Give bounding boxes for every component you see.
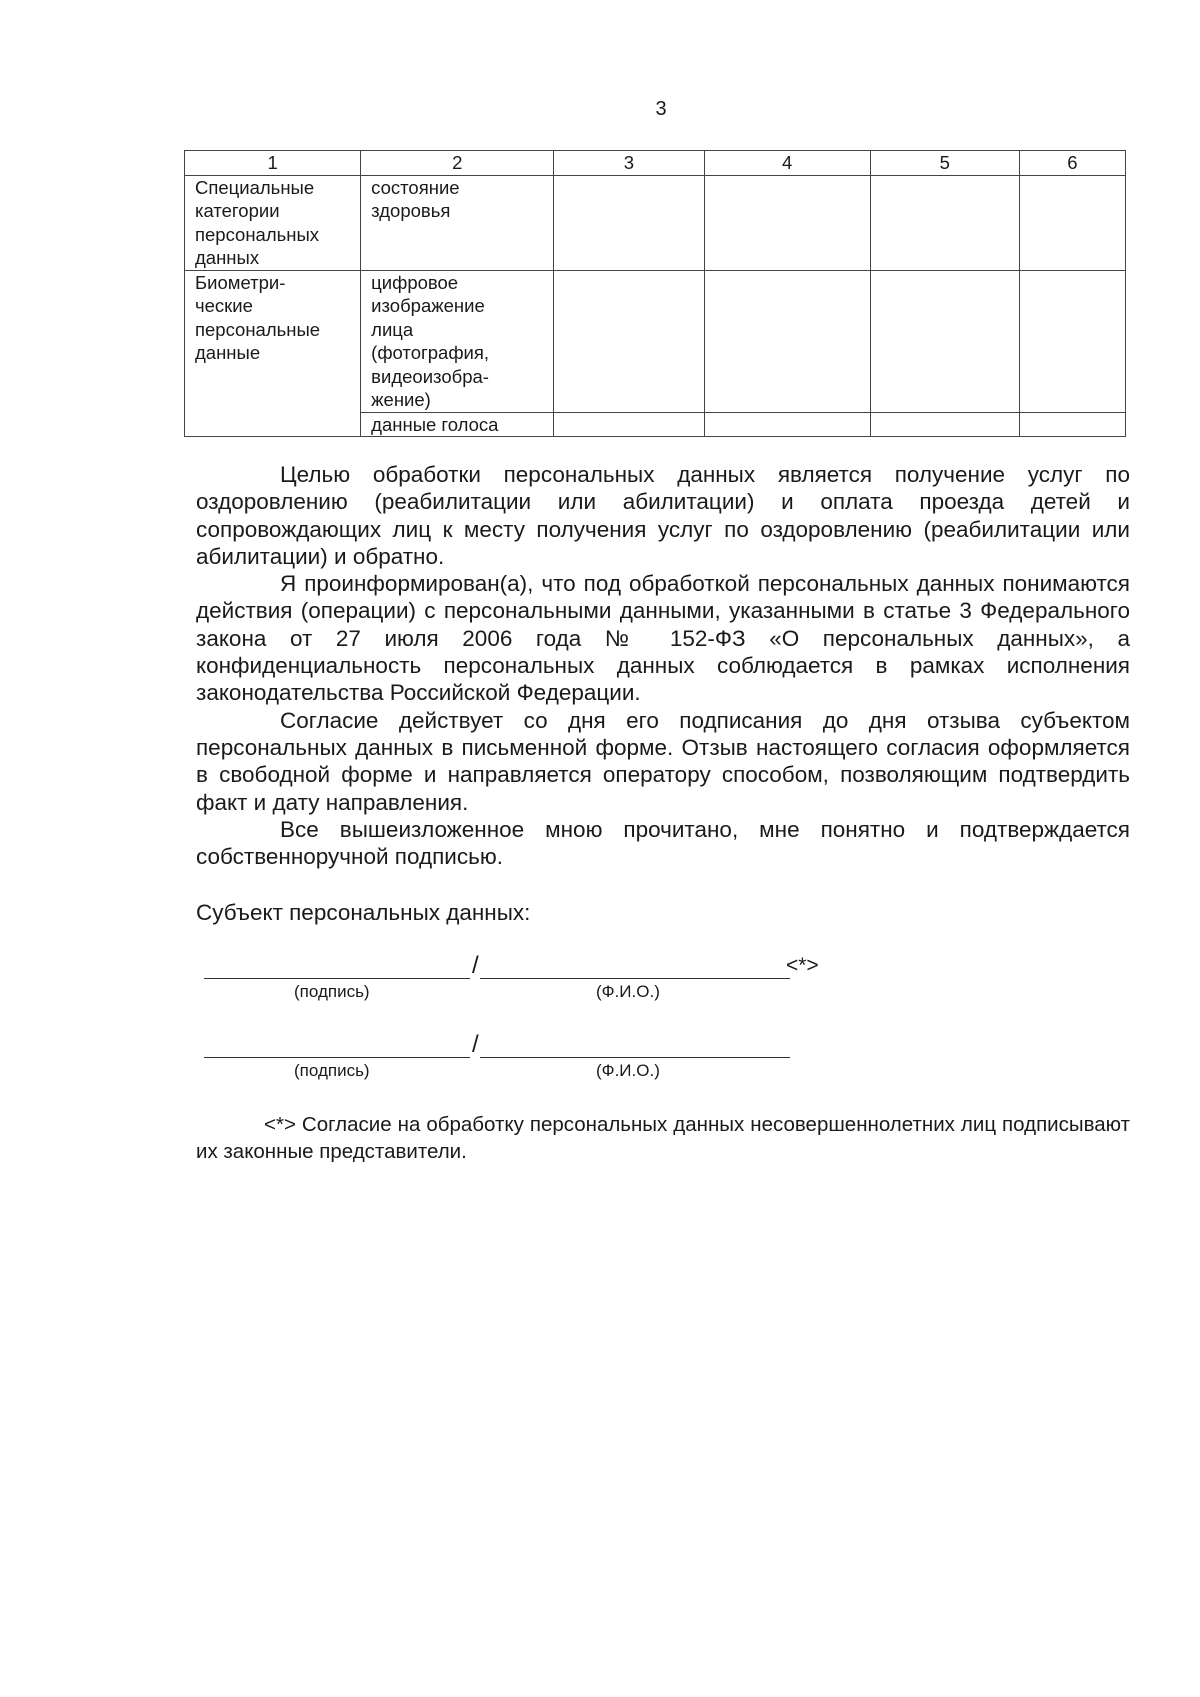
empty-cell <box>704 175 870 270</box>
paragraph-validity: Согласие действует со дня его подписания до дня отзыва субъектом персональных данных в письменной форме. Отзыв настоящего согласия оформляется в свободной форме и направляется оператору способом, позволяющим подтвердить факт и дату направления. <box>196 707 1130 815</box>
full-name-caption: (Ф.И.О.) <box>596 982 660 1001</box>
full-name-field[interactable] <box>480 978 790 979</box>
category-cell: Специальные категории персональных данных <box>185 175 361 270</box>
signature-field[interactable] <box>204 978 470 979</box>
empty-cell <box>1019 175 1125 270</box>
signature-row <box>204 952 844 1012</box>
empty-cell <box>554 412 704 437</box>
consent-body <box>196 461 1130 870</box>
empty-cell <box>704 270 870 412</box>
signature-field[interactable] <box>204 1057 470 1058</box>
table-row <box>185 175 1126 270</box>
item-cell: данные голоса <box>361 412 554 437</box>
footnote-text: <*> Согласие на обработку персональных данных несовершеннолетних лиц подписывают их законные представители. <box>196 1113 1130 1163</box>
category-cell: Биометри- ческие персональные данные <box>185 270 361 437</box>
table-header-cell: 1 <box>185 151 361 176</box>
paragraph-informed: Я проинформирован(а), что под обработкой персональных данных понимаются действия (операции) с персональными данными, указанными в статье 3 Федерального закона от 27 июля 2006 года № 152-ФЗ «О персональных данных», а конфиденциальность персональных данных соблюдается в рамках исполнения законодательства Российской Федерации. <box>196 571 1130 706</box>
subject-label: Субъект персональных данных: <box>196 900 531 925</box>
empty-cell <box>870 412 1019 437</box>
personal-data-table <box>184 150 1126 437</box>
table-header-cell: 4 <box>704 151 870 176</box>
slash-separator: / <box>472 1031 479 1058</box>
item-cell: цифровое изображение лица (фотография, видеоизобра- жение) <box>361 270 554 412</box>
slash-separator: / <box>472 952 479 979</box>
empty-cell <box>870 175 1019 270</box>
paragraph-purpose: Целью обработки персональных данных является получение услуг по оздоровлению (реабилитации или абилитации) и оплата проезда детей и сопровождающих лиц к месту получения услуг по оздоровлению (реабилитации или абилитации) и обратно. <box>196 462 1130 569</box>
empty-cell <box>704 412 870 437</box>
page-number: 3 <box>655 98 667 120</box>
paragraph-confirmation: Все вышеизложенное мною прочитано, мне понятно и подтверждается собственноручной подписью. <box>196 816 1130 870</box>
signature-row <box>204 1031 844 1091</box>
table-header-cell: 5 <box>870 151 1019 176</box>
table-row <box>185 270 1126 412</box>
full-name-field[interactable] <box>480 1057 790 1058</box>
empty-cell <box>870 270 1019 412</box>
footnote <box>196 1111 1130 1165</box>
footnote-mark: <*> <box>786 954 819 977</box>
table-header-cell: 6 <box>1019 151 1125 176</box>
empty-cell <box>554 175 704 270</box>
signature-caption: (подпись) <box>294 982 370 1001</box>
full-name-caption: (Ф.И.О.) <box>596 1061 660 1080</box>
table-header-cell: 2 <box>361 151 554 176</box>
empty-cell <box>1019 270 1125 412</box>
empty-cell <box>554 270 704 412</box>
item-cell: состояние здоровья <box>361 175 554 270</box>
table-header-row <box>185 151 1126 176</box>
table-header-cell: 3 <box>554 151 704 176</box>
empty-cell <box>1019 412 1125 437</box>
signature-caption: (подпись) <box>294 1061 370 1080</box>
